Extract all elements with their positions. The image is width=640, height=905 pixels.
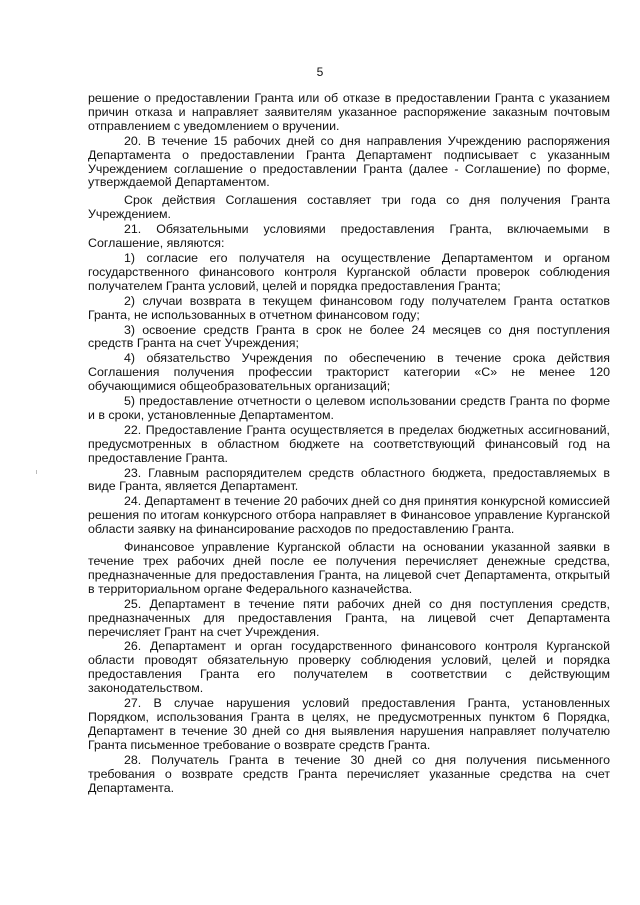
page-number: 5	[316, 65, 324, 79]
paragraph-21-item-5: 5) предоставление отчетности о целевом использовании средств Гранта по форме и в сроки, установленные Департаментом.	[88, 394, 610, 422]
margin-mark	[36, 470, 37, 474]
paragraph-23: 23. Главным распорядителем средств областного бюджета, предоставляемых в виде Гранта, является Департамент.	[88, 465, 610, 494]
paragraph-26: 26. Департамент и орган государственного финансового контроля Курганской области проводят обязательную проверку соблюдения условий, целей и порядка предоставления Гранта его получателем в соответствии с действующим законодательством.	[88, 639, 610, 696]
paragraph-21: 21. Обязательными условиями предоставления Гранта, включаемыми в Соглашение, являются:	[88, 222, 610, 251]
paragraph-24: 24. Департамент в течение 20 рабочих дней со дня принятия конкурсной комиссией решения по итогам конкурсного отбора направляет в Финансовое управление Курганской области заявку на финансирование расходов по предоставлению Гранта.	[88, 494, 610, 537]
paragraph-agreement-term: Срок действия Соглашения составляет три года со дня получения Гранта Учреждением.	[88, 193, 610, 222]
paragraph-27: 27. В случае нарушения условий предоставления Гранта, установленных Порядком, использования Гранта в целях, не предусмотренных пунктом 6 Порядка, Департамент в течение 30 дней со дня выявления нарушения направляет получателю Гранта письменное требование о возврате средств Гранта.	[88, 696, 610, 752]
paragraph-finance-office: Финансовое управление Курганской области на основании указанной заявки в течение трех рабочих дней после ее получения перечисляет денежные средства, предназначенные для предоставления Гранта, на лицевой счет Департамента, открытый в территориальном органе Федерального казначейства.	[88, 540, 610, 596]
paragraph-22: 22. Предоставление Гранта осуществляется в пределах бюджетных ассигнований, предусмотренных в областном бюджете на соответствующий финансовый год на предоставление Гранта.	[88, 422, 610, 465]
paragraph-21-item-3: 3) освоение средств Гранта в срок не более 24 месяцев со дня поступления средств Гранта на счет Учреждения;	[88, 322, 610, 351]
document-body	[88, 92, 610, 796]
paragraph-21-item-4: 4) обязательство Учреждения по обеспечению в течение срока действия Соглашения получения профессии тракторист категории «С» не менее 120 обучающимися общеобразовательных организаций;	[88, 351, 610, 394]
paragraph-21-item-1: 1) согласие его получателя на осуществление Департаментом и органом государственного финансового контроля Курганской области проверок соблюдения получателем Гранта условий, целей и порядка предоставления Гранта;	[88, 250, 610, 293]
paragraph-20: 20. В течение 15 рабочих дней со дня направления Учреждению распоряжения Департамента о предоставлении Гранта Департамент подписывает с указанным Учреждением соглашение о предоставлении Гранта (далее - Соглашение) по форме, утверждаемой Департаментом.	[88, 133, 610, 190]
paragraph-25: 25. Департамент в течение пяти рабочих дней со дня поступления средств, предназначенных для предоставления Гранта, на лицевой счет Департамента перечисляет Грант на счет Учреждения.	[88, 596, 610, 639]
paragraph-28: 28. Получатель Гранта в течение 30 дней со дня получения письменного требования о возврате средств Гранта перечисляет указанные средства на счет Департамента.	[88, 752, 610, 795]
paragraph-continuation: решение о предоставлении Гранта или об отказе в предоставлении Гранта с указанием причин отказа и направляет заявителям указанное распоряжение заказным почтовым отправлением с уведомлением о вручении.	[88, 91, 610, 133]
paragraph-21-item-2: 2) случаи возврата в текущем финансовом году получателем Гранта остатков Гранта, не использованных в отчетном финансовом году;	[88, 293, 610, 322]
